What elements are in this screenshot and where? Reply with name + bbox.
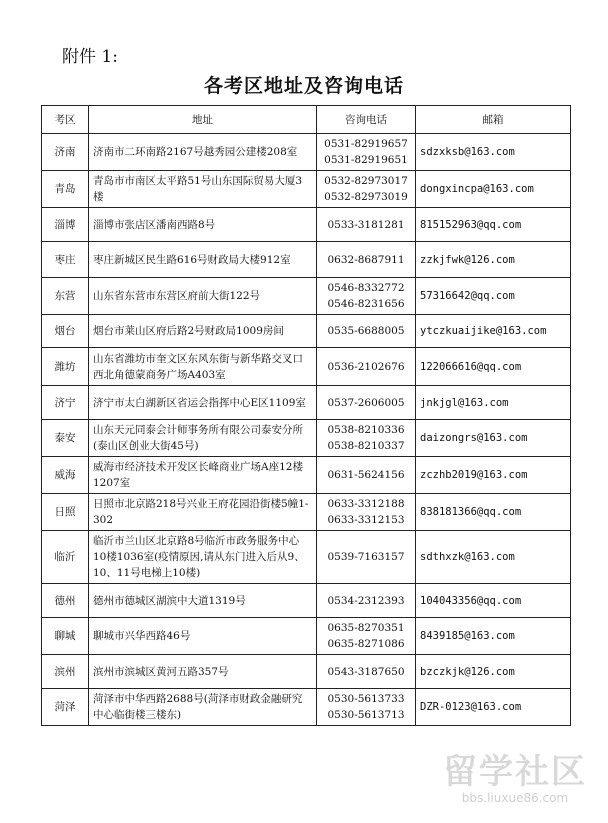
email-cell: ytczkuaijike@163.com bbox=[416, 315, 571, 348]
phone-number: 0538-8210336 bbox=[327, 424, 405, 436]
table-row bbox=[42, 457, 571, 494]
region-cell: 青岛 bbox=[42, 171, 89, 208]
email-cell: zzkjfwk@126.com bbox=[416, 242, 571, 278]
table-row bbox=[42, 584, 571, 618]
phone-cell bbox=[317, 171, 416, 208]
table-row bbox=[42, 278, 571, 315]
address-cell: 聊城市兴华西路46号 bbox=[89, 618, 317, 655]
email-cell: jnkjgl@163.com bbox=[416, 386, 571, 420]
email-cell: zczhb2019@163.com bbox=[416, 457, 571, 494]
region-cell: 德州 bbox=[42, 584, 89, 618]
phone-cell bbox=[317, 618, 416, 655]
phone-number: 0532-82973019 bbox=[324, 191, 408, 203]
email-cell: 838181366@qq.com bbox=[416, 494, 571, 531]
address-cell: 德州市德城区湖滨中大道1319号 bbox=[89, 584, 317, 618]
region-cell: 东营 bbox=[42, 278, 89, 315]
address-cell: 临沂市兰山区北京路8号临沂市政务服务中心10楼1036室(疫情原因,请从东门进入后从9、10、11号电梯上10楼) bbox=[89, 531, 317, 584]
table-row bbox=[42, 420, 571, 457]
table-row bbox=[42, 315, 571, 348]
phone-number: 0530-5613733 bbox=[327, 693, 405, 705]
phone-cell bbox=[317, 689, 416, 726]
region-cell: 潍坊 bbox=[42, 348, 89, 386]
watermark-logo: 留学社区 bbox=[443, 752, 587, 792]
phone-number: 0543-3187650 bbox=[327, 665, 405, 678]
email-cell: sdthxzk@163.com bbox=[416, 531, 571, 584]
phone-number: 0535-6688005 bbox=[327, 325, 405, 337]
email-cell: 815152963@qq.com bbox=[416, 208, 571, 242]
phone-number: 0635-8270351 bbox=[327, 622, 405, 634]
table-row bbox=[42, 386, 571, 420]
table-header-row bbox=[42, 106, 571, 134]
email-cell: 57316642@qq.com bbox=[416, 278, 571, 315]
address-cell: 山东省潍坊市奎文区东风东街与新华路交叉口西北角德蒙商务广场A403室 bbox=[89, 348, 317, 386]
address-cell: 济宁市太白湖新区省运会指挥中心E区1109室 bbox=[89, 386, 317, 420]
address-cell: 山东天元同泰会计师事务所有限公司泰安分所(泰山区创业大街45号) bbox=[89, 420, 317, 457]
phone-number: 0633-3312153 bbox=[327, 514, 405, 526]
phone-cell bbox=[317, 494, 416, 531]
phone-number: 0531-82919651 bbox=[324, 154, 408, 166]
phone-cell bbox=[317, 242, 416, 278]
region-cell: 烟台 bbox=[42, 315, 89, 348]
phone-cell bbox=[317, 655, 416, 689]
phone-cell bbox=[317, 420, 416, 457]
phone-number: 0536-2102676 bbox=[327, 360, 405, 373]
region-cell: 菏泽 bbox=[42, 689, 89, 726]
email-cell: bzczkjk@126.com bbox=[416, 655, 571, 689]
table-row bbox=[42, 348, 571, 386]
region-cell: 泰安 bbox=[42, 420, 89, 457]
phone-cell bbox=[317, 386, 416, 420]
address-cell: 日照市北京路218号兴业王府花园沿街楼5幢1-302 bbox=[89, 494, 317, 531]
address-cell: 烟台市莱山区府后路2号财政局1009房间 bbox=[89, 315, 317, 348]
header-region: 考区 bbox=[42, 106, 89, 134]
email-cell: 122066616@qq.com bbox=[416, 348, 571, 386]
phone-number: 0537-2606005 bbox=[327, 396, 405, 409]
phone-cell bbox=[317, 531, 416, 584]
region-cell: 枣庄 bbox=[42, 242, 89, 278]
email-cell: dongxincpa@163.com bbox=[416, 171, 571, 208]
phone-number: 0534-2312393 bbox=[327, 594, 405, 607]
address-cell: 青岛市市南区太平路51号山东国际贸易大厦3楼 bbox=[89, 171, 317, 208]
address-cell: 菏泽市中华西路2688号(菏泽市财政金融研究中心临街楼三楼东) bbox=[89, 689, 317, 726]
phone-cell bbox=[317, 457, 416, 494]
email-cell: 8439185@163.com bbox=[416, 618, 571, 655]
header-email: 邮箱 bbox=[416, 106, 571, 134]
address-cell: 威海市经济技术开发区长峰商业广场A座12楼1207室 bbox=[89, 457, 317, 494]
phone-cell bbox=[317, 584, 416, 618]
phone-cell bbox=[317, 278, 416, 315]
table-row bbox=[42, 242, 571, 278]
phone-cell bbox=[317, 208, 416, 242]
table-row bbox=[42, 655, 571, 689]
phone-number: 0530-5613713 bbox=[327, 709, 405, 721]
watermark-url: bbs.liuxue86.com bbox=[461, 791, 569, 805]
phone-cell bbox=[317, 348, 416, 386]
table-row bbox=[42, 134, 571, 171]
phone-number: 0635-8271086 bbox=[327, 638, 405, 650]
phone-number: 0538-8210337 bbox=[327, 440, 405, 452]
header-phone: 咨询电话 bbox=[317, 106, 416, 134]
phone-number: 0539-7163157 bbox=[327, 551, 405, 563]
header-address: 地址 bbox=[89, 106, 317, 134]
phone-number: 0533-3181281 bbox=[327, 218, 405, 231]
region-cell: 滨州 bbox=[42, 655, 89, 689]
contact-table bbox=[41, 105, 571, 726]
phone-number: 0546-8231656 bbox=[327, 298, 405, 310]
email-cell: 104043356@qq.com bbox=[416, 584, 571, 618]
region-cell: 日照 bbox=[42, 494, 89, 531]
address-cell: 山东省东营市东营区府前大街122号 bbox=[89, 278, 317, 315]
watermark bbox=[440, 753, 590, 805]
region-cell: 淄博 bbox=[42, 208, 89, 242]
phone-number: 0632-8687911 bbox=[327, 253, 405, 266]
region-cell: 济宁 bbox=[42, 386, 89, 420]
address-cell: 滨州市滨城区黄河五路357号 bbox=[89, 655, 317, 689]
address-cell: 枣庄新城区民生路616号财政局大楼912室 bbox=[89, 242, 317, 278]
region-cell: 聊城 bbox=[42, 618, 89, 655]
region-cell: 威海 bbox=[42, 457, 89, 494]
phone-cell bbox=[317, 134, 416, 171]
email-cell: sdzxksb@163.com bbox=[416, 134, 571, 171]
phone-number: 0532-82973017 bbox=[324, 175, 408, 187]
attachment-label: 附件 1: bbox=[62, 47, 118, 67]
phone-number: 0531-82919657 bbox=[324, 138, 408, 150]
region-cell: 临沂 bbox=[42, 531, 89, 584]
table-row bbox=[42, 171, 571, 208]
phone-number: 0546-8332772 bbox=[327, 282, 405, 294]
table-row bbox=[42, 531, 571, 584]
table-row bbox=[42, 689, 571, 726]
address-cell: 淄博市张店区潘南西路8号 bbox=[89, 208, 317, 242]
table-body bbox=[42, 134, 571, 726]
table-row bbox=[42, 208, 571, 242]
table-row bbox=[42, 494, 571, 531]
region-cell: 济南 bbox=[42, 134, 89, 171]
page-title: 各考区地址及咨询电话 bbox=[203, 75, 404, 97]
phone-number: 0633-3312188 bbox=[327, 498, 405, 510]
table-row bbox=[42, 618, 571, 655]
phone-cell bbox=[317, 315, 416, 348]
email-cell: daizongrs@163.com bbox=[416, 420, 571, 457]
address-cell: 济南市二环南路2167号越秀园公建楼208室 bbox=[89, 134, 317, 171]
phone-number: 0631-5624156 bbox=[327, 469, 405, 481]
email-cell: DZR-0123@163.com bbox=[416, 689, 571, 726]
